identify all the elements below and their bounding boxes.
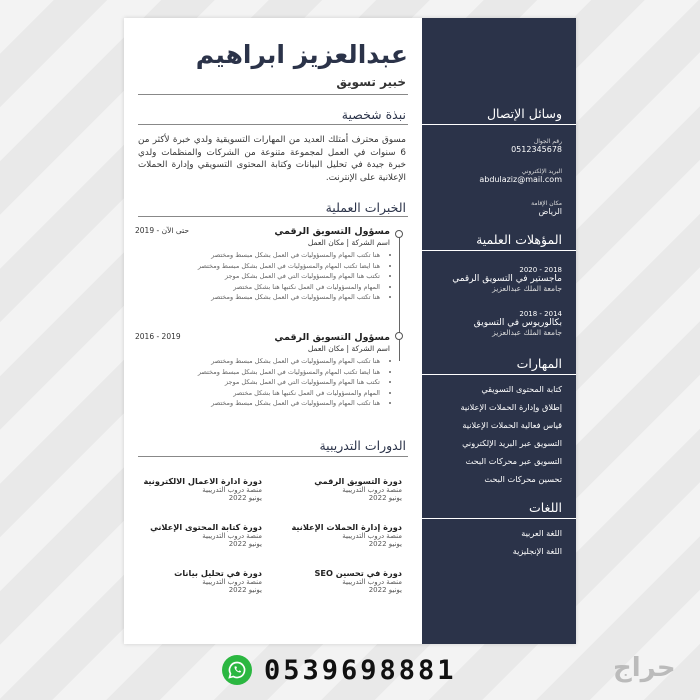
course-date: يونيو 2022	[228, 540, 262, 548]
brand-watermark: حراج	[613, 653, 676, 683]
experience-bullet: • هنا تكتب المهام والمسؤوليات في العمل بشكل مبسط ومختصر	[135, 398, 380, 409]
experience-bullet: • تكتب هنا المهام والمسؤوليات التي في العمل بشكل موجز	[135, 377, 380, 388]
experience-bullet: • هنا تكتب المهام والمسؤوليات في العمل بشكل مبسط ومختصر	[135, 292, 380, 303]
experience-bullets	[135, 250, 390, 303]
course-name: دورة ادارة الاعمال الالكترونية	[143, 476, 262, 486]
course-name: دورة التسويق الرقمي	[314, 476, 402, 486]
experience-title-text: مسؤول التسويق الرقمي	[274, 332, 390, 343]
experience-bullets	[135, 356, 390, 409]
about-title: نبذة شخصية	[341, 107, 406, 122]
language-item: اللغة الإنجليزية	[512, 546, 562, 556]
education-university: جامعة الملك عبدالعزيز	[492, 284, 562, 293]
skill-item: التسويق عبر محركات البحث	[465, 456, 562, 466]
course-item	[282, 522, 402, 548]
resume-page	[124, 18, 576, 644]
course-item	[127, 568, 262, 594]
experience-bullet: • هنا تكتب المهام والمسؤوليات في العمل بشكل مبسط ومختصر	[135, 250, 380, 261]
experience-bullet: • هنا تكتب المهام والمسؤوليات في العمل بشكل مبسط ومختصر	[135, 356, 380, 367]
course-item	[282, 568, 402, 594]
whatsapp-icon[interactable]	[222, 655, 252, 685]
phone-number[interactable]: 0539698881	[264, 654, 457, 686]
contact-email	[479, 168, 562, 184]
contact-address-value: الرياض	[538, 207, 562, 216]
course-provider: منصة دروب التدريبية	[342, 486, 402, 494]
skill-item: إطلاق وإدارة الحملات الإعلانية	[460, 402, 562, 412]
education-degree: بكالوريوس في التسويق	[473, 318, 562, 328]
skills-rule	[422, 374, 576, 375]
experience-bullet: • هنا ايضا تكتب المهام والمسؤوليات في العمل بشكل مبسط ومختصر	[135, 261, 380, 272]
course-name: دورة في تحسين SEO	[314, 568, 402, 578]
course-provider: منصة دروب التدريبية	[342, 532, 402, 540]
languages-list	[513, 528, 562, 564]
education-title: المؤهلات العلمية	[476, 232, 562, 247]
languages-title: اللغات	[528, 500, 562, 515]
education-item	[474, 310, 562, 337]
experience-rule	[138, 216, 408, 217]
timeline-dot	[395, 230, 403, 238]
course-item	[127, 476, 262, 502]
course-name: دورة كتابة المحتوى الإعلاني	[150, 522, 262, 532]
contact-title: وسائل الإتصال	[486, 106, 562, 121]
education-degree: ماجستير في التسويق الرقمي	[452, 274, 562, 284]
about-text: مسوق محترف أمتلك العديد من المهارات التسويقية ولدي خبرة لأكثر من 6 سنوات في العمل لمجموعة متنوعة من الشركات والمنظمات ولدي خبرة جيدة في تحليل البيانات وكتابة المحتوى التسويقي وإدارة الحملات الإعلانية على الإنترنت.	[138, 135, 406, 183]
course-provider: منصة دروب التدريبية	[342, 578, 402, 586]
experience-item	[135, 226, 390, 303]
education-item	[452, 266, 562, 293]
course-date: يونيو 2022	[368, 586, 402, 594]
resume-sidebar	[422, 18, 576, 644]
experience-title-text: مسؤول التسويق الرقمي	[274, 226, 390, 237]
experience-item	[135, 332, 390, 409]
course-item	[127, 522, 262, 548]
contact-email-label: البريد الإلكتروني	[521, 168, 562, 175]
experience-company: اسم الشركة | مكان العمل	[307, 344, 390, 353]
skills-list	[461, 384, 562, 492]
experience-bullet: • تكتب هنا المهام والمسؤوليات التي في العمل بشكل موجز	[135, 271, 380, 282]
skill-item: قياس فعالية الحملات الإعلانية	[462, 420, 562, 430]
education-date: 2018 - 2020	[519, 266, 562, 274]
courses-rule	[138, 456, 408, 457]
resume-main	[124, 18, 422, 644]
education-university: جامعة الملك عبدالعزيز	[492, 328, 562, 337]
course-provider: منصة دروب التدريبية	[202, 532, 262, 540]
experience-bullet: • المهام والمسؤوليات في العمل نكتبها هنا بشكل مختصر	[135, 388, 380, 399]
education-rule	[422, 250, 576, 251]
course-date: يونيو 2022	[228, 494, 262, 502]
course-date: يونيو 2022	[228, 586, 262, 594]
contact-rule	[422, 124, 576, 125]
candidate-name: عبدالعزيز ابراهيم	[195, 40, 408, 69]
timeline-dot	[395, 332, 403, 340]
course-name: دورة إدارة الحملات الإعلانية	[291, 522, 402, 532]
contact-phone-value: 0512345678	[511, 145, 562, 154]
contact-phone-banner	[222, 650, 457, 690]
skill-item: تحسين محركات البحث	[484, 474, 562, 484]
header-rule	[138, 94, 408, 95]
experience-company: اسم الشركة | مكان العمل	[307, 238, 390, 247]
contact-email-value: abdulaziz@mail.com	[479, 175, 562, 184]
skill-item: كتابة المحتوى التسويقي	[481, 384, 562, 394]
experience-bullet: • هنا ايضا تكتب المهام والمسؤوليات في العمل بشكل مبسط ومختصر	[135, 367, 380, 378]
course-date: يونيو 2022	[368, 540, 402, 548]
courses-title: الدورات التدريبية	[319, 438, 406, 453]
contact-phone	[511, 138, 562, 154]
languages-rule	[422, 518, 576, 519]
experience-title: الخبرات العملية	[325, 200, 406, 215]
contact-address	[531, 200, 562, 216]
course-name: دورة في تحليل بيانات	[174, 568, 262, 578]
contact-phone-label: رقم الجوال	[533, 138, 562, 145]
contact-address-label: مكان الإقامة	[531, 200, 562, 207]
skills-title: المهارات	[516, 356, 562, 371]
experience-date: 2019 - حتى الآن	[135, 226, 189, 235]
course-item	[282, 476, 402, 502]
education-date: 2014 - 2018	[519, 310, 562, 318]
about-rule	[138, 124, 408, 125]
experience-timeline	[399, 236, 400, 361]
language-item: اللغة العربية	[521, 528, 562, 538]
course-provider: منصة دروب التدريبية	[202, 578, 262, 586]
experience-date: 2016 - 2019	[135, 332, 181, 341]
candidate-job-title: خبير تسويق	[336, 75, 406, 89]
experience-bullet: • المهام والمسؤوليات في العمل نكتبها هنا بشكل مختصر	[135, 282, 380, 293]
course-provider: منصة دروب التدريبية	[202, 486, 262, 494]
course-date: يونيو 2022	[368, 494, 402, 502]
skill-item: التسويق عبر البريد الإلكتروني	[462, 438, 562, 448]
